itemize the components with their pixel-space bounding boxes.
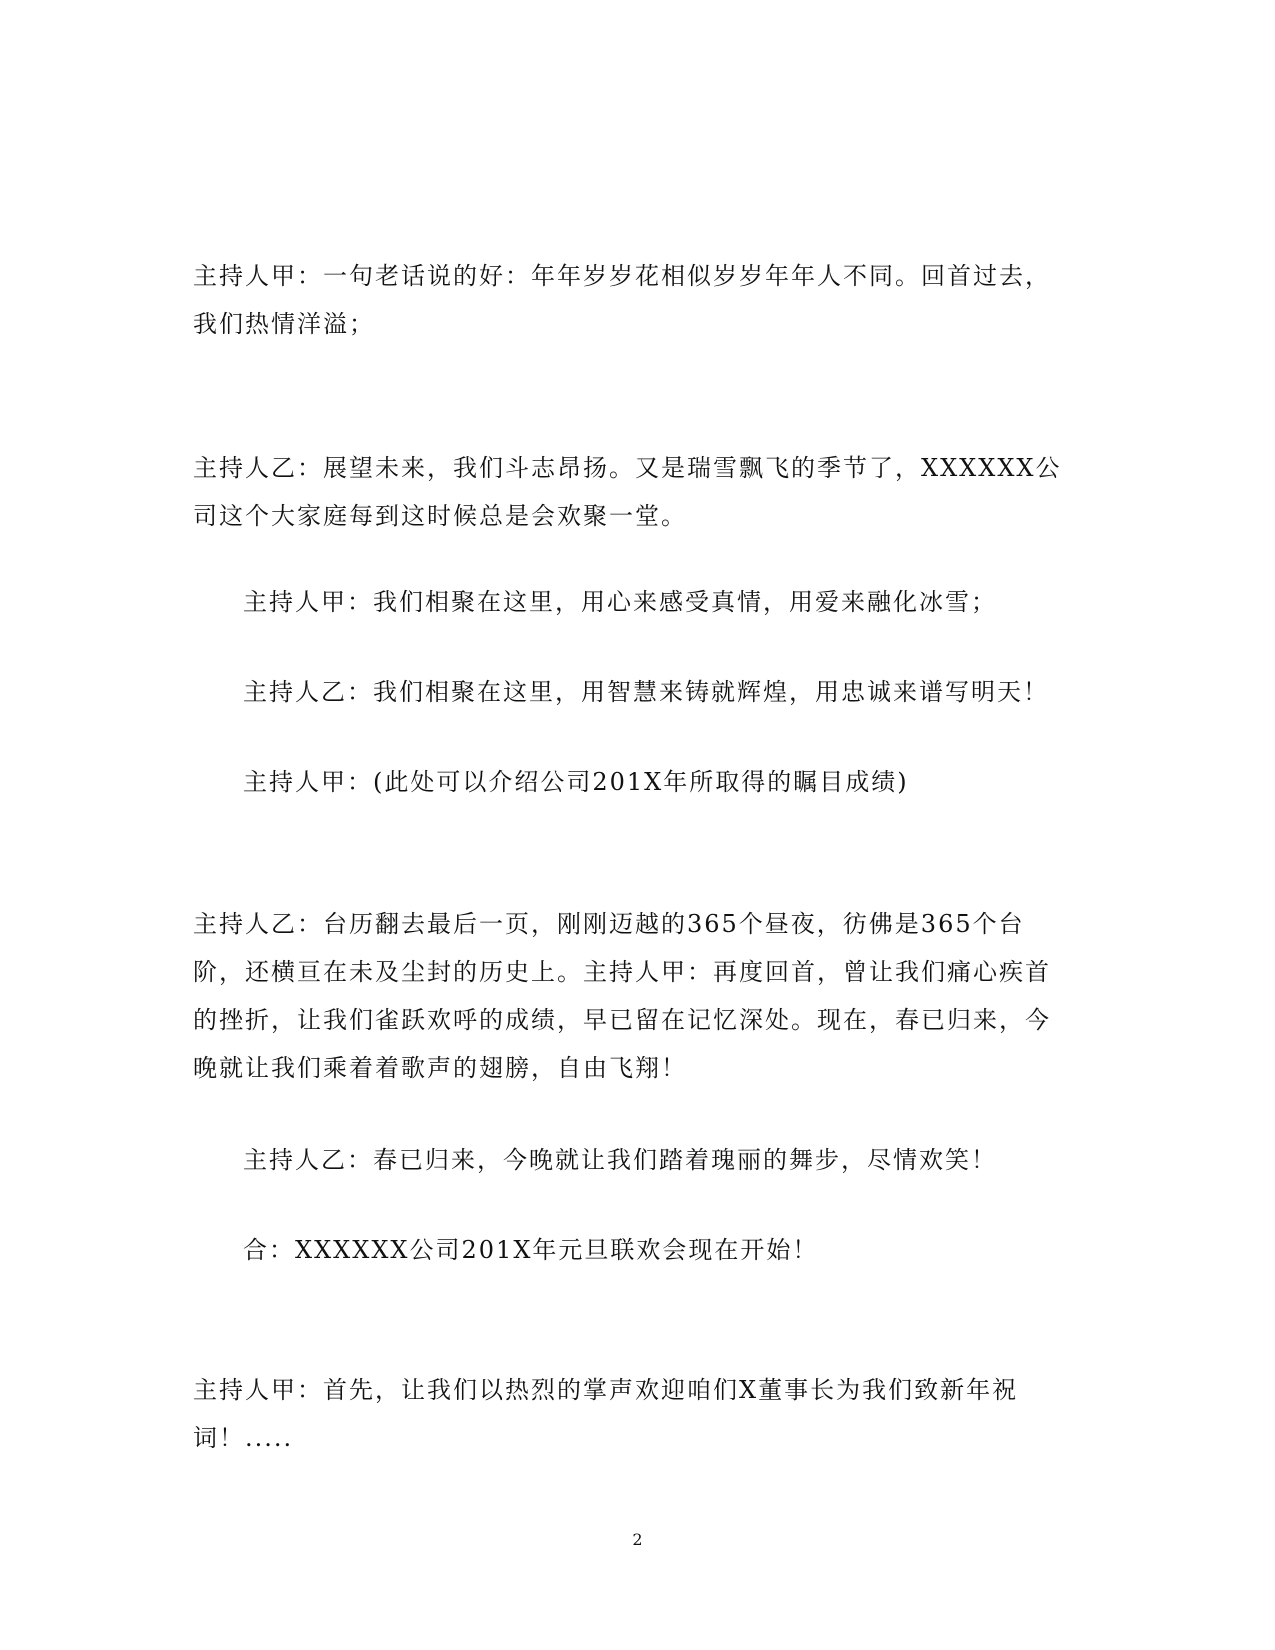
paragraph-host-b-calendar: 主持人乙：台历翻去最后一页，刚刚迈越的365个昼夜，彷佛是365个台阶，还横亘在未及尘封的历史上。主持人甲：再度回首，曾让我们痛心疾首的挫折，让我们雀跃欢呼的成绩，早已留在记忆深处。现在，春已归来，今晚就让我们乘着着歌声的翅膀，自由飞翔！ [193,910,1051,1082]
paragraph-host-a-gather: 主持人甲：我们相聚在这里，用心来感受真情，用爱来融化冰雪； [243,588,997,616]
paragraph-host-a-welcome: 主持人甲：首先，让我们以热烈的掌声欢迎咱们X董事长为我们致新年祝词！..... [193,1376,1019,1452]
paragraph-host-a-achievements: 主持人甲：(此处可以介绍公司201X年所取得的瞩目成绩) [243,768,909,796]
paragraph-host-a-opening: 主持人甲：一句老话说的好：年年岁岁花相似岁岁年年人不同。回首过去，我们热情洋溢； [193,262,1051,338]
paragraph-together-start: 合：XXXXXX公司201X年元旦联欢会现在开始！ [243,1236,819,1264]
paragraph-host-b-outlook: 主持人乙：展望未来，我们斗志昂扬。又是瑞雪飘飞的季节了，XXXXXX公司这个大家庭每到这时候总是会欢聚一堂。 [193,454,1062,530]
paragraph-host-b-dance: 主持人乙：春已归来，今晚就让我们踏着瑰丽的舞步，尽情欢笑！ [243,1146,997,1174]
paragraph-host-b-gather: 主持人乙：我们相聚在这里，用智慧来铸就辉煌，用忠诚来谱写明天！ [243,678,1049,706]
page-number: 2 [632,1530,643,1549]
